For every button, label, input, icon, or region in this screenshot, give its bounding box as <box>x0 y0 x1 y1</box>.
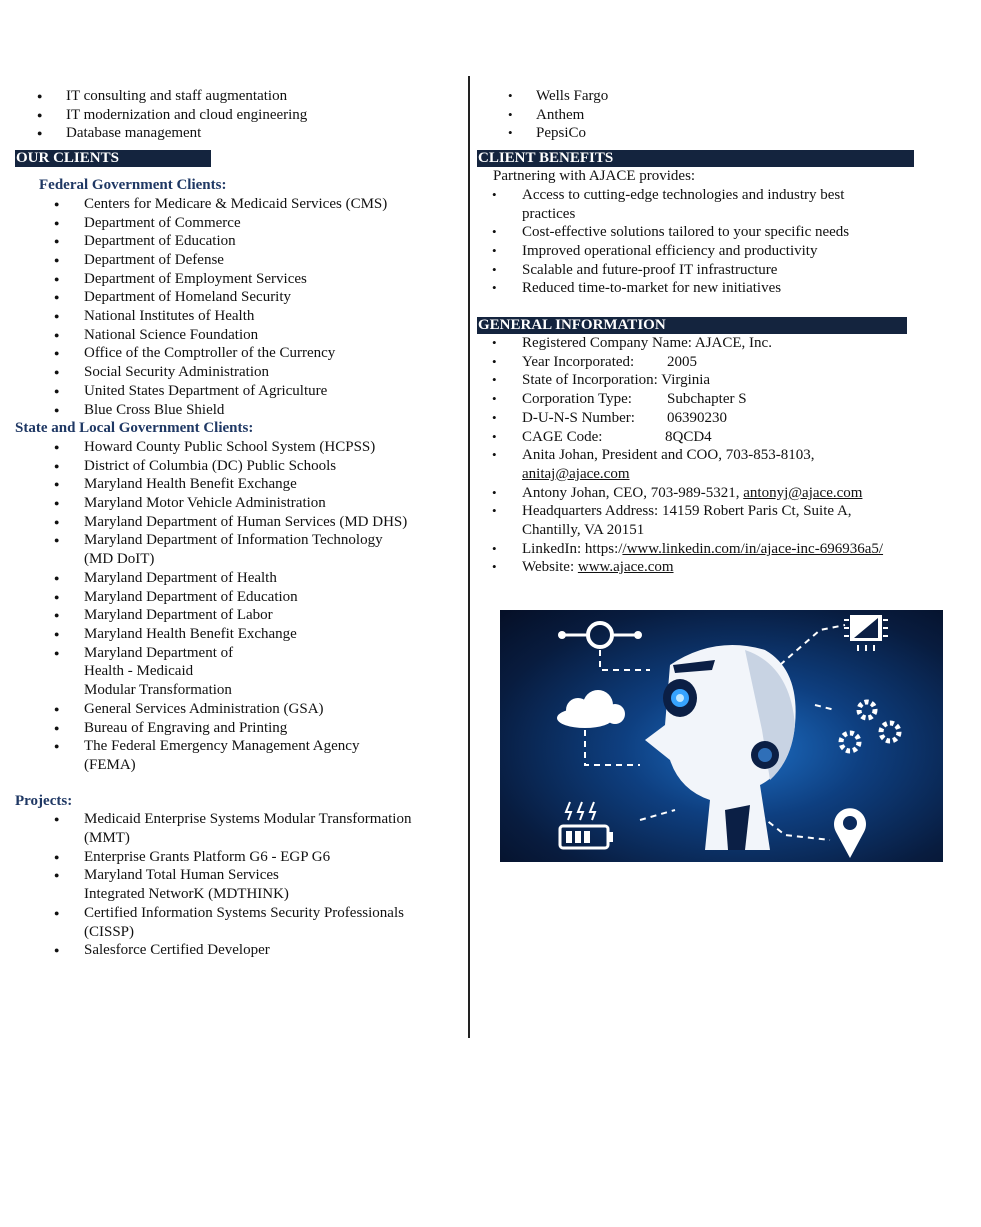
registered-name: • Registered Company Name: AJACE, Inc. <box>477 334 917 353</box>
list-item: ● Database management <box>15 124 455 143</box>
list-item: ● Howard County Public School System (HCPSS) <box>15 438 455 457</box>
list-item: ● Department of Homeland Security <box>15 288 455 307</box>
list-item: ● Maryland Health Benefit Exchange <box>15 625 455 644</box>
anita-text: Anita Johan, President and COO, 703-853-8103, <box>522 447 815 464</box>
list-item: ● General Services Administration (GSA) <box>15 700 455 719</box>
list-item: ● United States Department of Agriculture <box>15 382 455 401</box>
list-item: ● Bureau of Engraving and Printing <box>15 719 455 738</box>
list-item: • Improved operational efficiency and productivity <box>477 242 897 261</box>
year-label: Year Incorporated: <box>522 353 635 370</box>
duns-number <box>477 409 917 428</box>
services-list <box>15 87 455 143</box>
list-item: ● National Institutes of Health <box>15 307 455 326</box>
state-of-incorporation: • State of Incorporation: Virginia <box>477 371 917 390</box>
projects-heading: Projects: <box>15 792 73 809</box>
our-clients-heading: OUR CLIENTS <box>15 150 211 167</box>
year-incorporated <box>477 353 917 372</box>
website-label: Website: <box>522 559 575 576</box>
antony-contact <box>477 484 917 503</box>
anita-contact <box>477 446 917 483</box>
chip-icon <box>844 615 888 651</box>
list-item: • Cost-effective solutions tailored to your specific needs <box>477 223 897 242</box>
list-item: ● Maryland Department of Education <box>15 588 455 607</box>
list-item: ● Maryland Total Human Services Integrated NetworK (MDTHINK) <box>15 866 334 903</box>
list-item: ● Office of the Comptroller of the Currency <box>15 344 455 363</box>
antony-email-link[interactable]: antonyj@ajace.com <box>743 484 863 501</box>
robot-graphic <box>500 610 943 862</box>
cage-code <box>477 428 917 447</box>
ai-robot-illustration <box>500 610 943 862</box>
list-item: • Access to cutting-edge technologies and industry best practices <box>477 186 882 223</box>
list-item: ● Medicaid Enterprise Systems Modular Transformation (MMT) <box>15 810 455 847</box>
list-item: ● Certified Information Systems Security Professionals (CISSP) <box>15 904 455 941</box>
year-value: 2005 <box>667 353 697 370</box>
state-local-clients-heading: State and Local Government Clients: <box>15 420 254 437</box>
federal-clients-list <box>15 195 455 419</box>
list-item: • PepsiCo <box>477 124 927 143</box>
list-item: ● Department of Education <box>15 232 455 251</box>
list-item: ● National Science Foundation <box>15 326 455 345</box>
column-divider <box>468 76 470 1038</box>
list-item: ● Social Security Administration <box>15 363 455 382</box>
list-item: ● District of Columbia (DC) Public Schools <box>15 457 455 476</box>
client-benefits-list <box>477 186 897 298</box>
battery-icon <box>560 802 613 848</box>
list-item: ● IT consulting and staff augmentation <box>15 87 455 106</box>
general-information-heading: GENERAL INFORMATION <box>477 317 907 334</box>
list-item: ● Maryland Department of Health - Medicaid Modular Transformation <box>15 644 239 700</box>
corp-value: Subchapter S <box>667 391 747 408</box>
cage-label: CAGE Code: <box>522 428 603 445</box>
location-pin-icon <box>834 808 866 858</box>
general-information-list <box>477 334 917 577</box>
list-item: • Anthem <box>477 106 927 125</box>
list-item: ● Salesforce Certified Developer <box>15 941 455 960</box>
right-column <box>477 0 927 577</box>
list-item: ● Maryland Department of Information Technology (MD DoIT) <box>15 531 414 568</box>
gears-icon <box>841 702 899 751</box>
commercial-clients-list <box>477 87 927 143</box>
linkedin-label: LinkedIn: https:/ <box>522 540 623 557</box>
corp-label: Corporation Type: <box>522 391 632 408</box>
website <box>477 558 917 577</box>
website-link[interactable]: www.ajace.com <box>577 559 674 576</box>
robot-head <box>645 645 796 850</box>
list-item: • Scalable and future-proof IT infrastructure <box>477 261 897 280</box>
circuit-icon <box>558 623 642 647</box>
headquarters-address: • Headquarters Address: 14159 Robert Paris Ct, Suite A, Chantilly, VA 20151 <box>477 502 892 539</box>
client-benefits-intro: Partnering with AJACE provides: <box>493 168 696 185</box>
list-item: ● Enterprise Grants Platform G6 - EGP G6 <box>15 848 455 867</box>
antony-text: Antony Johan, CEO, 703-989-5321, <box>522 484 740 501</box>
linkedin-link[interactable]: /www.linkedin.com/in/ajace-inc-696936a5/ <box>622 540 884 557</box>
federal-clients-heading: Federal Government Clients: <box>39 177 227 194</box>
list-item: • Wells Fargo <box>477 87 927 106</box>
list-item: ● IT modernization and cloud engineering <box>15 106 455 125</box>
list-item: ● Department of Defense <box>15 251 455 270</box>
duns-value: 06390230 <box>667 409 727 426</box>
list-item: • Reduced time-to-market for new initiatives <box>477 279 897 298</box>
projects-list <box>15 810 455 960</box>
list-item: ● Maryland Health Benefit Exchange <box>15 475 455 494</box>
client-benefits-heading: CLIENT BENEFITS <box>477 150 914 167</box>
cage-value: 8QCD4 <box>665 428 712 445</box>
left-column <box>15 0 455 960</box>
cloud-icon <box>557 690 625 728</box>
duns-label: D-U-N-S Number: <box>522 409 635 426</box>
list-item: ● Department of Commerce <box>15 214 455 233</box>
list-item: ● Blue Cross Blue Shield <box>15 401 455 420</box>
list-item: ● Department of Employment Services <box>15 270 455 289</box>
linkedin <box>477 540 917 559</box>
anita-email-link[interactable]: anitaj@ajace.com <box>522 465 630 482</box>
list-item: ● The Federal Emergency Management Agency (FEMA) <box>15 737 404 774</box>
list-item: ● Maryland Department of Labor <box>15 606 455 625</box>
list-item: ● Maryland Department of Human Services (MD DHS) <box>15 513 455 532</box>
state-local-clients-list <box>15 438 455 775</box>
corporation-type <box>477 390 917 409</box>
list-item: ● Maryland Motor Vehicle Administration <box>15 494 455 513</box>
list-item: ● Maryland Department of Health <box>15 569 455 588</box>
list-item: ● Centers for Medicare & Medicaid Services (CMS) <box>15 195 455 214</box>
